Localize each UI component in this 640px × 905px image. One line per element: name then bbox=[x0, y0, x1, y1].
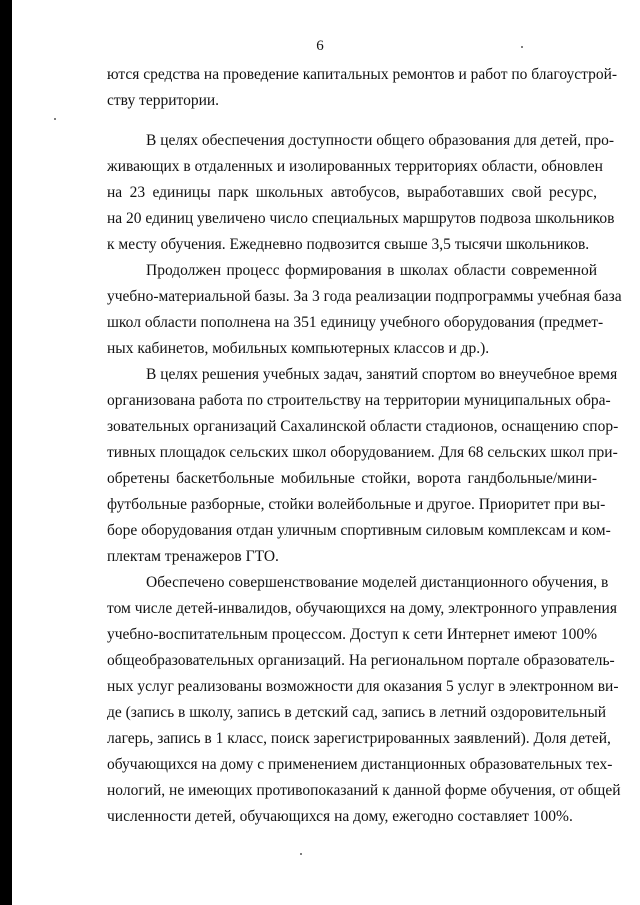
paragraph-continuation bbox=[107, 62, 618, 114]
text-line: Обеспечено совершенствование моделей дистанционного обучения, в bbox=[146, 574, 609, 591]
text-line: лагерь, запись в 1 класс, поиск зарегистрированных заявлений). Доля детей, bbox=[107, 730, 611, 747]
text-line: к месту обучения. Ежедневно подвозится свыше 3,5 тысячи школьников. bbox=[107, 236, 590, 253]
text-line: организована работа по строительству на территории муниципальных обра- bbox=[107, 392, 611, 409]
text-line: обучающихся на дому с применением дистанционных образовательных тех- bbox=[107, 756, 613, 773]
text-line: де (запись в школу, запись в детский сад, запись в летний оздоровительный bbox=[107, 704, 607, 721]
text-line: численности детей, обучающихся на дому, ежегодно составляет 100%. bbox=[107, 808, 573, 825]
scan-edge-shadow bbox=[0, 0, 12, 905]
paragraph-material-base bbox=[107, 258, 622, 362]
text-line: плектам тренажеров ГТО. bbox=[107, 548, 279, 565]
paragraph-school-buses bbox=[107, 128, 615, 258]
text-line: общеобразовательных организаций. На региональном портале образователь- bbox=[107, 652, 615, 669]
scan-speck bbox=[300, 853, 302, 855]
document-body bbox=[107, 62, 622, 830]
text-line: школ области пополнена на 351 единицу учебного оборудования (предмет- bbox=[107, 314, 604, 331]
text-line: Продолжен процесс формирования в школах области современной bbox=[146, 262, 597, 279]
paragraph-distance-learning bbox=[107, 570, 621, 830]
text-line: ных кабинетов, мобильных компьютерных классов и др.). bbox=[107, 340, 490, 357]
text-line: обретены баскетбольные мобильные стойки, ворота гандбольные/мини- bbox=[107, 470, 597, 487]
text-line: на 23 единицы парк школьных автобусов, выработавших свой ресурс, bbox=[107, 184, 597, 201]
text-line: В целях решения учебных задач, занятий спортом во внеучебное время bbox=[146, 366, 618, 383]
text-line: В целях обеспечения доступности общего образования для детей, про- bbox=[146, 132, 615, 149]
text-line: тивных площадок сельских школ оборудованием. Для 68 сельских школ при- bbox=[107, 444, 618, 461]
text-line: футбольные разборные, стойки волейбольные и другое. Приоритет при вы- bbox=[107, 496, 606, 513]
paragraph-sports-facilities bbox=[107, 362, 619, 570]
text-line: ству территории. bbox=[107, 92, 220, 109]
text-line: учебно-материальной базы. За 3 года реализации подпрограммы учебная база bbox=[107, 288, 622, 305]
page-number: 6 bbox=[316, 38, 324, 54]
text-line: нологий, не имеющих противопоказаний к данной форме обучения, от общей bbox=[107, 782, 621, 799]
scan-speck bbox=[521, 46, 523, 48]
text-line: живающих в отдаленных и изолированных территориях области, обновлен bbox=[107, 158, 603, 175]
text-line: ных услуг реализованы возможности для оказания 5 услуг в электронном ви- bbox=[107, 678, 619, 695]
text-line: том числе детей-инвалидов, обучающихся на дому, электронного управления bbox=[107, 600, 617, 617]
text-line: зовательных организаций Сахалинской области стадионов, оснащению спор- bbox=[107, 418, 619, 435]
text-line: ются средства на проведение капитальных ремонтов и работ по благоустрой- bbox=[107, 66, 618, 83]
text-line: боре оборудования отдан уличным спортивным силовым комплексам и ком- bbox=[107, 522, 611, 539]
scan-speck bbox=[54, 118, 56, 120]
text-line: на 20 единиц увеличено число специальных маршрутов подвоза школьников bbox=[107, 210, 615, 227]
text-line: учебно-воспитательным процессом. Доступ к сети Интернет имеют 100% bbox=[107, 626, 597, 643]
